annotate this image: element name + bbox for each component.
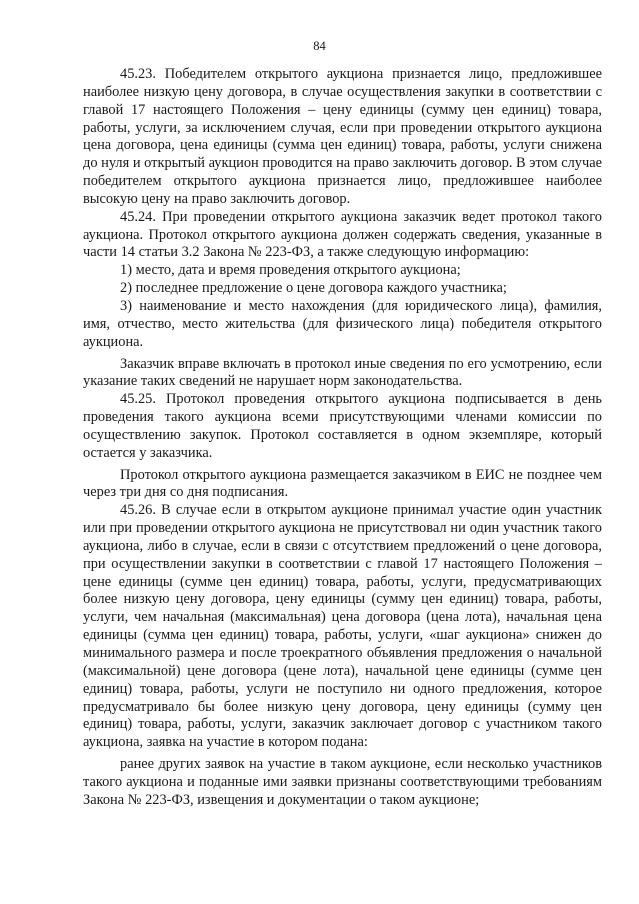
list-item-3: 3) наименование и место нахождения (для юридического лица), фамилия, имя, отчество, место жительства (для физического лица) победителя открытого аукциона. xyxy=(83,297,602,350)
paragraph-earlier-applications: ранее других заявок на участие в таком аукционе, если несколько участников такого аукциона и поданные ими заявки признаны соответствующими требованиям Закона № 223-ФЗ, извещения и документации о таком аукционе; xyxy=(83,756,602,808)
page-number: 84 xyxy=(313,39,326,53)
document-body xyxy=(83,66,602,810)
paragraph-45-23: 45.23. Победителем открытого аукциона признается лицо, предложившее наиболее низкую цену договора, в случае осуществления закупки в соответствии с главой 17 настоящего Положения – цену единицы (сумму цен единиц) товара, работы, услуги, за исключением случая, если при проведении открытого аукциона цена договора, цена единицы (сумма цен единиц) товара, работы, услуги снижена до нуля и открытый аукцион проводится на право заключить договор. В этом случае победителем открытого аукциона признается лицо, предложившее наиболее высокую цену на право заключить договор. xyxy=(83,66,602,207)
paragraph-customer-right: Заказчик вправе включать в протокол иные сведения по его усмотрению, если указание таких сведений не нарушает норм законодательства. xyxy=(83,355,602,390)
paragraph-protocol-placement: Протокол открытого аукциона размещается заказчиком в ЕИС не позднее чем через три дня со дня подписания. xyxy=(83,466,602,501)
list-item-1: 1) место, дата и время проведения открытого аукциона; xyxy=(120,262,461,279)
list-item-2: 2) последнее предложение о цене договора каждого участника; xyxy=(120,280,507,297)
paragraph-45-24: 45.24. При проведении открытого аукциона заказчик ведет протокол такого аукциона. Протокол открытого аукциона должен содержать сведения, указанные в части 14 статьи 3.2 Закона № 223-ФЗ, а также следующую информацию: xyxy=(83,208,602,261)
paragraph-45-25: 45.25. Протокол проведения открытого аукциона подписывается в день проведения такого аукциона всеми присутствующими членами комиссии по осуществлению закупок. Протокол составляется в одном экземпляре, который остается у заказчика. xyxy=(83,391,602,461)
paragraph-45-26: 45.26. В случае если в открытом аукционе принимал участие один участник или при проведении открытого аукциона не присутствовал ни один участник такого аукциона, либо в случае, если в связи с отсутствием предложений о цене договора, при осуществлении закупки в соответствии с главой 17 настоящего Положения – цене единицы (сумме цен единиц) товара, работы, услуги, предусматривающих более низкую цену договора, цену единицы (сумму цен единиц) товара, работы, услуги, чем начальная (максимальная) цена договора (цена лота), начальная цена единицы (сумма цен единиц) товара, работы, услуги, «шаг аукциона» снижен до минимального размера и после троекратного объявления предложения о начальной (максимальной) цене договора (цене лота), начальной цене единицы (сумме цен единиц) товара, работы, услуги не поступило ни одного предложения, которое предусматривало бы более низкую цену договора, цену единицы (сумму цен единиц) товара, работы, услуги, заказчик заключает договор с участником такого аукциона, заявка на участие в котором подана: xyxy=(83,502,602,751)
